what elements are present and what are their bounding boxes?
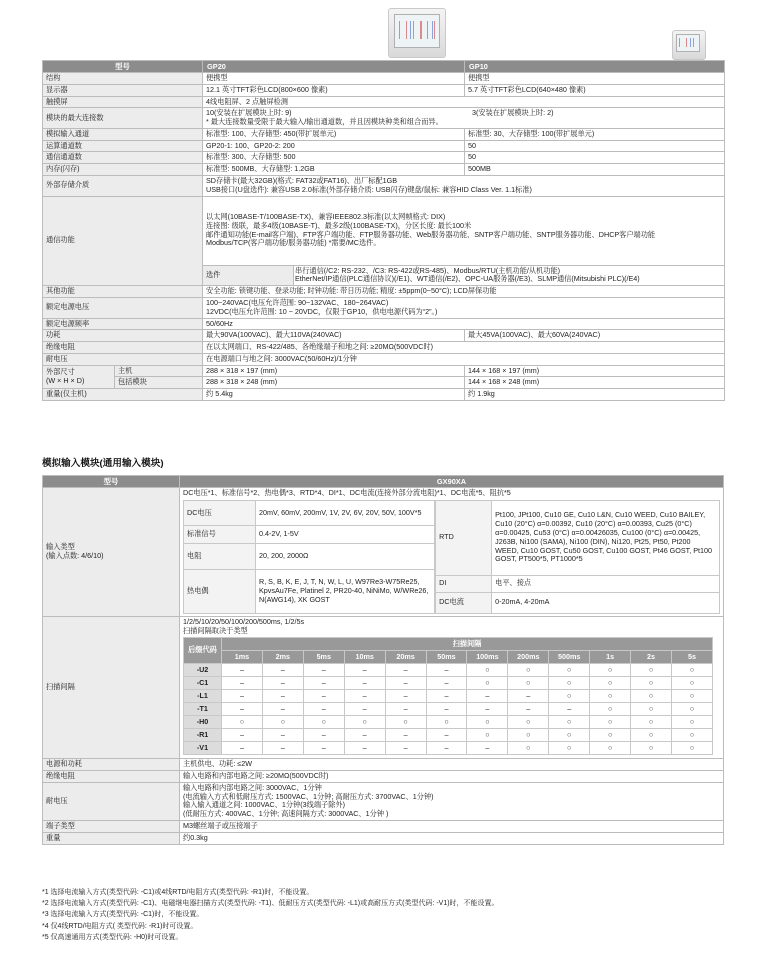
footnote: *1 选择电流输入方式(类型代码: -C1)或4线RTD/电阻方式(类型代码: -R1)时，不能设置。: [42, 889, 314, 896]
scan-availability: –: [426, 664, 467, 677]
input-type-label-line: 输入类型: [46, 542, 75, 552]
rtd-label: RTD: [436, 500, 492, 575]
row-size-module: [43, 377, 725, 389]
scan-availability: –: [385, 729, 426, 742]
scan-availability: ○: [549, 677, 590, 690]
scan-availability: ○: [508, 677, 549, 690]
scan-availability: –: [344, 742, 385, 755]
interval-header-cell: 20ms: [385, 651, 426, 664]
row-structure: [43, 73, 725, 85]
scan-row: [184, 703, 713, 716]
scan-availability: ○: [508, 729, 549, 742]
size-sub-label: 主机: [115, 365, 203, 377]
row-label: 重量(仅主机): [43, 389, 203, 401]
row-label: 绝缘电阻: [43, 771, 180, 783]
input-type-summary: DC电压*1、标准信号*2、热电偶*3、RTD*4、DI*1、DC电流(连接外部分流电阻)*1、DC电流*5、阻抗*5: [183, 488, 511, 497]
scan-availability: ○: [671, 664, 712, 677]
scan-availability: ○: [508, 716, 549, 729]
interval-header-cell: 10ms: [344, 651, 385, 664]
input-type-label-line: (输入点数: 4/6/10): [46, 550, 104, 560]
size-label-line: (W × H × D): [46, 375, 85, 385]
scan-row: [184, 729, 713, 742]
cell-gp10: 50: [465, 140, 725, 152]
footnote: *4 仅4线RTD/电阻方式( 类型代码: -R1)时可设置。: [42, 922, 198, 930]
dcv-value: 20mV, 60mV, 200mV, 1V, 2V, 6V, 20V, 50V, 100V*5: [256, 500, 435, 526]
cell-gp20: 标准型: 100、大存储型: 450(带扩展单元): [203, 128, 465, 140]
row-scan: [43, 616, 724, 759]
row-display: [43, 84, 725, 96]
scan-label: 扫描间隔: [43, 616, 180, 759]
scan-availability: ○: [631, 664, 672, 677]
row-label: 内存(闪存): [43, 164, 203, 176]
row-other: [43, 286, 725, 298]
scan-availability: –: [222, 677, 263, 690]
withstand-line: 输入输入通道之间: 1000VAC、1分钟(3线端子除外): [183, 800, 346, 810]
scan-availability: ○: [590, 703, 631, 716]
cell-voltage: [203, 297, 725, 318]
row-label: 功耗: [43, 330, 203, 342]
scan-availability: –: [467, 703, 508, 716]
scan-line: 1/2/5/10/20/50/100/200/500ms, 1/2/5s: [183, 616, 305, 626]
cell-value: 约0.3kg: [180, 832, 724, 844]
analog-input-table: [42, 475, 724, 845]
di-label: DI: [436, 575, 492, 592]
network-line: 连接图: 级联，最多4级(10BASE-T)、最多2级(100BASE-TX)，分区长度: 最长100米: [206, 220, 472, 230]
scan-availability: –: [549, 703, 590, 716]
scan-availability: ○: [631, 716, 672, 729]
scan-availability: –: [385, 742, 426, 755]
scan-availability: ○: [631, 690, 672, 703]
header-gp10: GP10: [465, 61, 725, 73]
ai-header-row: [43, 476, 724, 488]
row-media: [43, 176, 725, 197]
cell-value: 在以太网端口、RS-422/485、各绝缘端子和地之间: ≥20MΩ(500VDC时): [203, 342, 725, 354]
input-type-cell: [180, 488, 724, 617]
footnote: *2 选择电流输入方式(类型代码: -C1)、电磁继电器扫描方式(类型代码: -T1)、低耐压方式(类型代码: -L1)或高耐压方式(类型代码: -V1)时，不能设置。: [42, 900, 499, 908]
interval-header-cell: 2ms: [262, 651, 303, 664]
media-line: USB接口(U盘选件): 兼容USB 2.0标准(外部存储介质: USB闪存)键盘/鼠标: 兼容HID Class Ver. 1.1标准): [206, 184, 532, 194]
cell-gp10: 标准型: 30、大存储型: 100(带扩展单元): [465, 128, 725, 140]
row-label: 外部存储介质: [43, 176, 203, 197]
scan-availability: ○: [262, 716, 303, 729]
scan-availability: –: [467, 742, 508, 755]
scan-availability: ○: [671, 703, 712, 716]
scan-availability: ○: [549, 729, 590, 742]
row-label: 耐电压: [43, 353, 203, 365]
scan-availability: –: [222, 703, 263, 716]
scan-availability: ○: [303, 716, 344, 729]
size-label-line: 外部尺寸: [46, 367, 75, 377]
suffix-code: -C1: [184, 677, 222, 690]
cell-media: [203, 176, 725, 197]
gp20-device-image: [388, 8, 446, 58]
scan-row: [184, 716, 713, 729]
interval-header-cell: 500ms: [549, 651, 590, 664]
dci-value: 0-20mA, 4-20mA: [492, 592, 720, 613]
interval-header-cell: 100ms: [467, 651, 508, 664]
interval-header-cell: 5s: [671, 651, 712, 664]
std-value: 0.4-2V, 1-5V: [256, 526, 435, 543]
di-value: 电平、接点: [492, 575, 720, 592]
scan-availability: ○: [631, 703, 672, 716]
row-label: 重量: [43, 832, 180, 844]
cell-value: 安全功能: 锁键功能、登录功能; 时钟功能: 带日历功能; 精度: ±5ppm(0~50°C); LCD屏保功能: [203, 286, 725, 298]
scan-availability: –: [426, 690, 467, 703]
input-type-left: [183, 500, 435, 614]
std-label: 标准信号: [184, 526, 256, 543]
scan-availability: –: [262, 742, 303, 755]
size-label: [43, 365, 115, 389]
row-power: [43, 330, 725, 342]
scan-availability: –: [262, 664, 303, 677]
scan-availability: ○: [631, 729, 672, 742]
scan-availability: –: [385, 703, 426, 716]
cell-value: M3螺丝端子或压接端子: [180, 821, 724, 833]
scan-availability: –: [222, 742, 263, 755]
cell-value: 4线电阻屏、2 点触屏检测: [203, 96, 725, 108]
gp10-device-image: [672, 30, 706, 60]
cell-gp10: 50: [465, 152, 725, 164]
scan-availability: ○: [549, 716, 590, 729]
scan-availability: –: [508, 690, 549, 703]
suffix-code: -R1: [184, 729, 222, 742]
suffix-code: -H0: [184, 716, 222, 729]
interval-header-row: [184, 651, 713, 664]
row-label: 触摸屏: [43, 96, 203, 108]
maxch-gp10: 3(安装在扩展模块上时: 2): [472, 108, 554, 118]
cell-value: 输入电路和内部电路之间: ≥20MΩ(500VDC时): [180, 771, 724, 783]
scan-availability: –: [344, 677, 385, 690]
scan-availability: ○: [671, 742, 712, 755]
row-insul: [43, 342, 725, 354]
row-ai-terminal: [43, 821, 724, 833]
voltage-line: 100~240VAC(电压允许范围: 90~132VAC、180~264VAC): [206, 297, 389, 307]
row-ai-insul: [43, 771, 724, 783]
cell-value: 50/60Hz: [203, 318, 725, 330]
scan-availability: –: [262, 690, 303, 703]
scan-availability: ○: [467, 677, 508, 690]
scan-availability: –: [385, 677, 426, 690]
dci-label: DC电流: [436, 592, 492, 613]
scan-availability: ○: [671, 690, 712, 703]
cell-gp10: 便携型: [465, 73, 725, 85]
size-sub-label: 包括模块: [115, 377, 203, 389]
scan-availability: ○: [590, 716, 631, 729]
cell-gp10: 144 × 168 × 197 (mm): [465, 365, 725, 377]
scan-availability: –: [426, 677, 467, 690]
scan-availability: –: [426, 729, 467, 742]
interval-header-cell: 50ms: [426, 651, 467, 664]
spec-table: [42, 60, 725, 401]
scan-availability: ○: [467, 716, 508, 729]
scan-availability: ○: [467, 664, 508, 677]
suffix-code: -T1: [184, 703, 222, 716]
row-comm: [43, 152, 725, 164]
scan-availability: ○: [590, 677, 631, 690]
scan-availability: –: [385, 664, 426, 677]
row-analog: [43, 128, 725, 140]
suffix-code: -L1: [184, 690, 222, 703]
row-label: 额定电源电压: [43, 297, 203, 318]
scan-row: [184, 690, 713, 703]
row-label: 额定电源频率: [43, 318, 203, 330]
section-title: 模拟输入模块(通用输入模块): [42, 458, 164, 469]
voltage-line: 12VDC(电压允许范围: 10 ~ 20VDC，仅限于GP10，供电电源代码为“2”。): [206, 306, 438, 316]
scan-availability: –: [303, 690, 344, 703]
cell-gp20: 最大90VA(100VAC)、最大110VA(240VAC): [203, 330, 465, 342]
scan-availability: ○: [590, 742, 631, 755]
scan-availability: –: [303, 664, 344, 677]
scan-row: [184, 742, 713, 755]
res-value: 20, 200, 2000Ω: [256, 543, 435, 569]
scan-cell: [180, 616, 724, 759]
cell-maxch: [203, 108, 725, 129]
footnote: *5 仅高速通用方式(类型代码: -H0)时可设置。: [42, 933, 183, 941]
scan-availability: –: [426, 742, 467, 755]
row-label: 通信功能: [43, 196, 203, 286]
scan-availability: –: [262, 729, 303, 742]
row-ai-power: [43, 759, 724, 771]
scan-availability: –: [262, 677, 303, 690]
cell-gp20: 标准型: 300、大存储型: 500: [203, 152, 465, 164]
scan-availability: ○: [549, 664, 590, 677]
cell-gp10: 最大45VA(100VAC)、最大60VA(240VAC): [465, 330, 725, 342]
row-freq: [43, 318, 725, 330]
row-ai-withstand: [43, 782, 724, 820]
scan-availability: ○: [467, 729, 508, 742]
suffix-code-header: 后缀代码: [184, 638, 222, 664]
row-input-type: [43, 488, 724, 617]
options-label: 选件: [203, 266, 294, 286]
scan-availability: –: [344, 664, 385, 677]
scan-availability: ○: [590, 690, 631, 703]
row-size-main: [43, 365, 725, 377]
interval-header: 扫描间隔: [222, 638, 713, 651]
cell-withstand: [180, 782, 724, 820]
res-label: 电阻: [184, 543, 256, 569]
cell-value: 在电源端口与地之间: 3000VAC(50/60Hz)/1分钟: [203, 353, 725, 365]
row-label: 运算通道数: [43, 140, 203, 152]
dcv-label: DC电压: [184, 500, 256, 526]
scan-availability: –: [222, 690, 263, 703]
scan-availability: –: [385, 690, 426, 703]
scan-row: [184, 664, 713, 677]
row-label: 显示器: [43, 84, 203, 96]
row-label: 耐电压: [43, 782, 180, 820]
scan-availability: ○: [631, 742, 672, 755]
scan-availability: ○: [590, 729, 631, 742]
options-line: 串行通信(/C2: RS-232、/C3: RS-422或RS-485)、Modbus/RTU(主机功能/从机功能): [295, 265, 561, 275]
row-label: 通信通道数: [43, 152, 203, 164]
rtd-value: Pt100, JPt100, Cu10 GE, Cu10 L&N, Cu10 WEED, Cu10 BAILEY, Cu10 (20°C) α=0.00392, Cu10 (20°C) α=0.00393, Cu25 (0°C) α=0.00425, Cu53 (0°C) α=0.00426035, Cu100 (0°C) α=0.00425, J263B, Ni100 (SAMA), Ni100 (DIN), Ni120, Pt25, Pt50, Pt200 WEED, Cu10 GOST, Cu50 GOST, Cu100 GOST, Pt46 GOST, Pt100 GOST, PT500*5, PT1000*5: [492, 500, 720, 575]
row-voltage: [43, 297, 725, 318]
scan-availability: ○: [631, 677, 672, 690]
row-label: 端子类型: [43, 821, 180, 833]
scan-row: [184, 677, 713, 690]
cell-gp20: 标准型: 500MB、大存储型: 1.2GB: [203, 164, 465, 176]
suffix-code: -U2: [184, 664, 222, 677]
media-line: SD存储卡(最大32GB)(格式: FAT32或FAT16)、出厂标配1GB: [206, 176, 398, 186]
row-withstand: [43, 353, 725, 365]
network-line: 以太网(10BASE-T/100BASE-TX)、兼容IEEE802.3标准(以太网帧格式: DIX): [206, 212, 446, 222]
scan-availability: –: [344, 729, 385, 742]
scan-availability: ○: [222, 716, 263, 729]
scan-availability: ○: [671, 677, 712, 690]
scan-availability: –: [303, 729, 344, 742]
scan-availability: ○: [671, 716, 712, 729]
cell-value: 主机供电、功耗: ≤2W: [180, 759, 724, 771]
withstand-line: 输入电路和内部电路之间: 3000VAC、1分钟: [183, 782, 322, 792]
interval-header-cell: 1ms: [222, 651, 263, 664]
row-ai-weight: [43, 832, 724, 844]
scan-availability: ○: [508, 664, 549, 677]
header-model: 型号: [43, 61, 203, 73]
cell-network: [203, 196, 725, 265]
scan-availability: –: [303, 742, 344, 755]
footnote: *3 选择电流输入方式(类型代码: -C1)时，不能设置。: [42, 911, 204, 919]
row-weight: [43, 389, 725, 401]
row-label: 电源和功耗: [43, 759, 180, 771]
scan-availability: –: [303, 677, 344, 690]
scan-table: [183, 637, 713, 755]
row-label: 结构: [43, 73, 203, 85]
row-label: 其他功能: [43, 286, 203, 298]
tc-label: 热电偶: [184, 569, 256, 613]
tc-value: R, S, B, K, E, J, T, N, W, L, U, W97Re3-W75Re25, KpvsAu7Fe, Platinel 2, PR20-40, NiNiMo, W/WRe26, N(AWG14), XK GOST: [256, 569, 435, 613]
withstand-line: (电流输入方式和低耐压方式: 1500VAC、1分钟; 高耐压方式: 3700VAC、1分钟): [183, 791, 434, 801]
cell-gp20: 288 × 318 × 248 (mm): [203, 377, 465, 389]
scan-availability: ○: [508, 742, 549, 755]
scan-availability: –: [508, 703, 549, 716]
interval-header-cell: 5ms: [303, 651, 344, 664]
scan-availability: ○: [549, 690, 590, 703]
scan-availability: ○: [344, 716, 385, 729]
scan-availability: ○: [549, 742, 590, 755]
row-network: [43, 196, 725, 265]
cell-gp20: 便携型: [203, 73, 465, 85]
row-label: 模块的最大连接数: [43, 108, 203, 129]
network-line: 邮件通知功能(E-mail客户端)、FTP客户端功能、FTP服务器功能、Web服务器功能、SNTP客户端功能、SNTP服务器功能、DHCP客户端功能: [206, 229, 656, 239]
input-type-right: [435, 500, 720, 614]
scan-availability: –: [222, 664, 263, 677]
scan-availability: –: [222, 729, 263, 742]
maxch-gp20: 10(安装在扩展模块上时: 9): [206, 108, 292, 118]
interval-header-cell: 200ms: [508, 651, 549, 664]
row-math: [43, 140, 725, 152]
scan-line: 扫描间隔取决于类型: [183, 625, 248, 635]
scan-availability: ○: [590, 664, 631, 677]
scan-availability: ○: [671, 729, 712, 742]
footnotes: [42, 887, 742, 943]
spec-header-row: [43, 61, 725, 73]
row-maxch: [43, 108, 725, 129]
interval-header-cell: 1s: [590, 651, 631, 664]
scan-availability: –: [344, 703, 385, 716]
cell-gp10: 5.7 英寸TFT彩色LCD(640×480 像素): [465, 84, 725, 96]
cell-gp10: 144 × 168 × 248 (mm): [465, 377, 725, 389]
scan-availability: –: [344, 690, 385, 703]
scan-availability: ○: [426, 716, 467, 729]
options-line: EtherNet/IP通信(PLC通信协议)(/E1)、WT通信(/E2)、OPC-UA服务器(/E3)、SLMP通信(Mitsubishi PLC)(/E4): [295, 274, 640, 284]
row-label: 绝缘电阻: [43, 342, 203, 354]
ai-header-name: GX90XA: [180, 476, 724, 488]
scan-availability: ○: [385, 716, 426, 729]
network-line: Modbus/TCP(客户端功能/服务器功能) *需要/MC选件。: [206, 238, 381, 248]
cell-gp20: 12.1 英寸TFT彩色LCD(800×600 像素): [203, 84, 465, 96]
cell-gp20: 约 5.4kg: [203, 389, 465, 401]
row-memory: [43, 164, 725, 176]
cell-gp20: GP20-1: 100、GP20-2: 200: [203, 140, 465, 152]
cell-gp10: 500MB: [465, 164, 725, 176]
scan-availability: –: [467, 690, 508, 703]
row-label: 模拟输入通道: [43, 128, 203, 140]
withstand-line: (低耐压方式: 400VAC、1分钟; 高速间隔方式: 3000VAC、1分钟 ): [183, 809, 389, 819]
scan-availability: –: [426, 703, 467, 716]
product-images: [0, 0, 768, 60]
row-touch: [43, 96, 725, 108]
scan-availability: –: [262, 703, 303, 716]
interval-header-cell: 2s: [631, 651, 672, 664]
scan-availability: –: [303, 703, 344, 716]
cell-gp10: 约 1.9kg: [465, 389, 725, 401]
cell-options: [203, 265, 725, 286]
suffix-code: -V1: [184, 742, 222, 755]
ai-header-model: 型号: [43, 476, 180, 488]
cell-gp20: 288 × 318 × 197 (mm): [203, 365, 465, 377]
maxch-note: * 最大连接数量受限于最大输入/输出通道数，并且因模块种类和组合而异。: [206, 117, 443, 127]
header-gp20: GP20: [203, 61, 465, 73]
input-type-label: [43, 488, 180, 617]
